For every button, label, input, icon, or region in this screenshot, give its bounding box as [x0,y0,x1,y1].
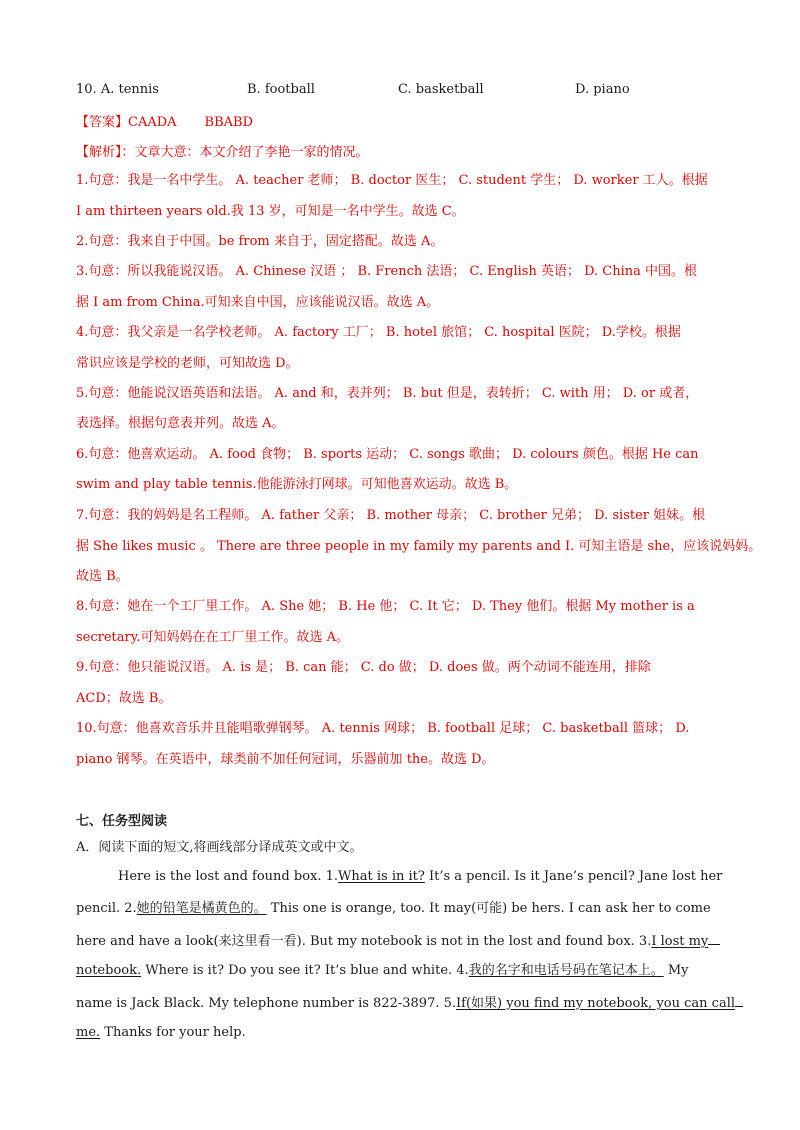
question-10-option-b: B. football [247,82,315,97]
passage-line: name is Jack Black. My telephone number is 822-3897. 5.If(如果) you find my notebook, you can call [76,992,743,1014]
analysis-line: ACD；故选 B。 [76,691,172,706]
passage-line: pencil. 2.她的铅笔是橘黄色的。 This one is orange, too. It may(可能) be hers. I can ask her to come [76,901,711,916]
analysis-line: 10.句意：他喜欢音乐并且能唱歌弹钢琴。 A. tennis 网球； B. football 足球； C. basketball 篮球； D. [76,721,690,736]
answer-key [76,113,253,133]
answer-key-part2: BBABD [204,115,254,130]
underlined-sentence-3-cont: notebook. [76,963,142,978]
underlined-sentence-1: What is in it? [338,869,425,884]
analysis-line: 8.句意：她在一个工厂里工作。 A. She 她； B. He 他； C. It 它； D. They 他们。根据 My mother is a [76,599,695,614]
analysis-line: 9.句意：他只能说汉语。 A. is 是； B. can 能； C. do 做； D. does 做。两个动词不能连用，排除 [76,660,651,675]
passage-line: Here is the lost and found box. 1.What is in it? It’s a pencil. Is it Jane’s pencil? Jane lost her [118,869,723,884]
analysis-line: 常识应该是学校的老师，可知故选 D。 [76,356,299,371]
passage-line: me. Thanks for your help. [76,1025,246,1040]
section-instruction: A．阅读下面的短文,将画线部分译成英文或中文。 [76,840,363,855]
analysis-line: secretary.可知妈妈在在工厂里工作。故选 A。 [76,630,350,645]
section-heading: 七、任务型阅读 [76,814,168,829]
underlined-sentence-5-cont: me. [76,1025,101,1040]
underlined-sentence-4: 我的名字和电话号码在笔记本上。 [468,963,664,978]
underlined-sentence-5: If(如果) you find my notebook, you can call [456,996,736,1011]
passage-line: here and have a look(来这里看一看). But my notebook is not in the lost and found box. 3.I lost my [76,930,720,952]
analysis-line: 故选 B。 [76,569,129,584]
analysis-line: 5.句意：他能说汉语英语和法语。 A. and 和，表并列； B. but 但是，表转折； C. with 用； D. or 或者， [76,386,699,401]
analysis-line: 3.句意：所以我能说汉语。 A. Chinese 汉语 ； B. French 法语； C. English 英语； D. China 中国。根 [76,264,698,279]
answer-key-part1: 【答案】CAADA [76,115,177,130]
question-10-option-d: D. piano [575,82,630,97]
analysis-line: 4.句意：我父亲是一名学校老师。 A. factory 工厂； B. hotel 旅馆； C. hospital 医院； D.学校。根据 [76,325,681,340]
passage-line: notebook. Where is it? Do you see it? It’s blue and white. 4.我的名字和电话号码在笔记本上。 My [76,963,689,978]
analysis-line: swim and play table tennis.他能游泳打网球。可知他喜欢运动。故选 B。 [76,477,518,492]
analysis-line: 据 I am from China.可知来自中国，应该能说汉语。故选 A。 [76,295,440,310]
analysis-line: 表选择。根据句意表并列。故选 A。 [76,416,285,431]
analysis-line: I am thirteen years old.我 13 岁，可知是一名中学生。故选 C。 [76,204,465,219]
underlined-sentence-3: I lost my [651,934,709,949]
analysis-line: 1.句意：我是一名中学生。 A. teacher 老师； B. doctor 医生； C. student 学生； D. worker 工人。根据 [76,173,708,188]
analysis-line: 据 She likes music 。 There are three people in my family my parents and I. 可知主语是 she，应该说妈妈。 [76,539,762,554]
analysis-line: piano 钢琴。在英语中，球类前不加任何冠词，乐器前加 the。故选 D。 [76,752,495,767]
question-10-options [76,82,776,102]
analysis-line: 7.句意：我的妈妈是名工程师。 A. father 父亲； B. mother 母亲； C. brother 兄弟； D. sister 姐妹。根 [76,508,706,523]
underlined-sentence-2: 她的铅笔是橘黄色的。 [136,901,267,916]
analysis-line: 2.句意：我来自于中国。be from 来自于，固定搭配。故选 A。 [76,234,444,249]
analysis-title: 【解析】：文章大意：本文介绍了李艳一家的情况。 [76,145,369,160]
question-10-option-a: 10. A. tennis [76,82,159,97]
analysis-line: 6.句意：他喜欢运动。 A. food 食物； B. sports 运动； C. songs 歌曲； D. colours 颜色。根据 He can [76,447,699,462]
question-10-option-c: C. basketball [398,82,484,97]
